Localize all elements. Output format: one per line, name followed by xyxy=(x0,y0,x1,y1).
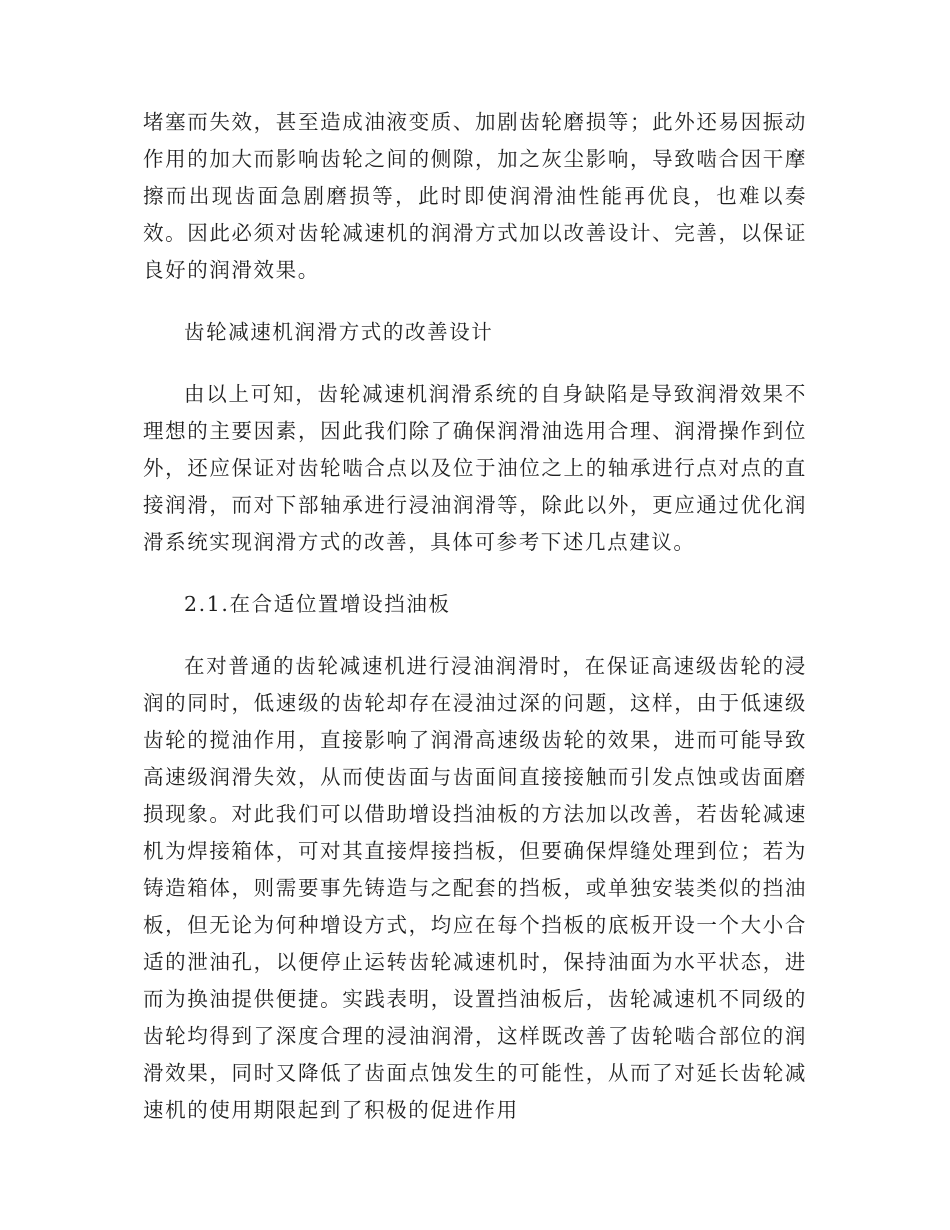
document-body xyxy=(143,104,807,1154)
paragraph: 由以上可知，齿轮减速机润滑系统的自身缺陷是导致润滑效果不理想的主要因素，因此我们除了确保润滑油选用合理、润滑操作到位外，还应保证对齿轮啮合点以及位于油位之上的轴承进行点对点的直接润滑，而对下部轴承进行浸油润滑等，除此以外，更应通过优化润滑系统实现润滑方式的改善，具体可参考下述几点建议。 xyxy=(143,382,807,554)
subsection-heading: 2.1.在合适位置增设挡油板 xyxy=(184,592,451,616)
paragraph: 在对普通的齿轮减速机进行浸油润滑时，在保证高速级齿轮的浸润的同时，低速级的齿轮却存在浸油过深的问题，这样，由于低速级齿轮的搅油作用，直接影响了润滑高速级齿轮的效果，进而可能导致高速级润滑失效，从而使齿面与齿面间直接接触而引发点蚀或齿面磨损现象。对此我们可以借助增设挡油板的方法加以改善，若齿轮减速机为焊接箱体，可对其直接焊接挡板，但要确保焊缝处理到位；若为铸造箱体，则需要事先铸造与之配套的挡板，或单独安装类似的挡油板，但无论为何种增设方式，均应在每个挡板的底板开设一个大小合适的泄油孔，以便停止运转齿轮减速机时，保持油面为水平状态，进而为换油提供便捷。实践表明，设置挡油板后，齿轮减速机不同级的齿轮均得到了深度合理的浸油润滑，这样既改善了齿轮啮合部位的润滑效果，同时又降低了齿面点蚀发生的可能性，从而了对延长齿轮减速机的使用期限起到了积极的促进作用 xyxy=(143,654,807,1122)
paragraph-continuation: 堵塞而失效，甚至造成油液变质、加剧齿轮磨损等；此外还易因振动作用的加大而影响齿轮之间的侧隙，加之灰尘影响，导致啮合因干摩擦而出现齿面急剧磨损等，此时即使润滑油性能再优良，也难以奏效。因此必须对齿轮减速机的润滑方式加以改善设计、完善，以保证良好的润滑效果。 xyxy=(143,110,807,282)
section-heading: 齿轮减速机润滑方式的改善设计 xyxy=(184,320,494,344)
